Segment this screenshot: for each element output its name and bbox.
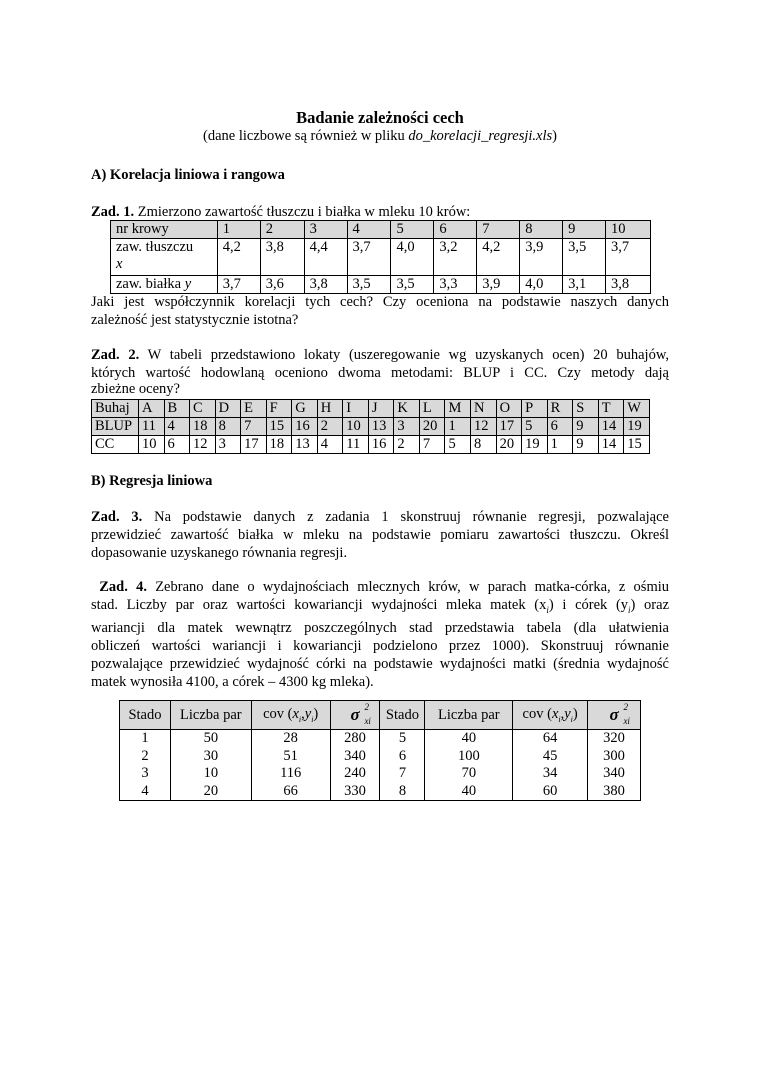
zad1-label: Zad. 1. bbox=[91, 204, 135, 220]
blup-cell: 16 bbox=[292, 418, 318, 436]
cc-cell: 12 bbox=[190, 436, 216, 454]
cow-number: 2 bbox=[260, 221, 304, 239]
zad3-line: przewidzieć zawartość białka w mleku na podstawie pomiaru zawartości tłuszczu. Określ bbox=[91, 527, 669, 543]
cc-cell: 10 bbox=[138, 436, 164, 454]
subscript-i: i bbox=[558, 714, 561, 724]
zad2-line bbox=[91, 346, 669, 364]
cow-number: 6 bbox=[434, 221, 477, 239]
bull-header-cell: K bbox=[394, 400, 420, 418]
fat-value: 4,4 bbox=[304, 239, 347, 276]
zad2-line: zbieżne oceny? bbox=[91, 381, 180, 397]
zad4-cell: 50 bbox=[170, 730, 251, 748]
zad4-cell: 30 bbox=[170, 748, 251, 766]
protein-var: y bbox=[184, 276, 192, 292]
zad3-line bbox=[91, 508, 669, 526]
zad4-cell: 8 bbox=[380, 783, 425, 801]
zad4-line: pozwalające przewidzieć wydajność córki na podstawie wydajności matki (średnia wydajność bbox=[91, 655, 669, 672]
bull-header-cell: W bbox=[624, 400, 650, 418]
protein-value: 3,8 bbox=[606, 276, 651, 294]
zad3-line-text: Na podstawie danych z zadania 1 skonstruuj równanie regresji, pozwalające bbox=[142, 509, 669, 525]
protein-value: 4,0 bbox=[520, 276, 563, 294]
col-liczba-par: Liczba par bbox=[425, 701, 513, 730]
blup-cell: 7 bbox=[241, 418, 267, 436]
bull-header-cell: D bbox=[215, 400, 241, 418]
cov-x: x bbox=[292, 706, 299, 723]
fat-label: zaw. tłuszczu bbox=[116, 239, 194, 255]
fat-label-cell bbox=[111, 239, 218, 276]
cov-y: y bbox=[304, 706, 312, 723]
zad1-row-header: nr krowy bbox=[111, 221, 218, 239]
protein-value: 3,6 bbox=[260, 276, 304, 294]
blup-cell: 2 bbox=[317, 418, 343, 436]
bull-header-cell: R bbox=[547, 400, 573, 418]
zad4-line bbox=[91, 578, 669, 596]
zad4-cell: 3 bbox=[120, 765, 171, 783]
cc-cell: 20 bbox=[496, 436, 522, 454]
subscript-i: i bbox=[628, 604, 631, 615]
zad4-body bbox=[120, 730, 641, 801]
cov-x: x bbox=[551, 706, 559, 723]
col-cov: cov $(x_i,y_i)$ bbox=[513, 701, 588, 730]
zad4-line: matek wynosiła 4100, a córek – 4300 kg mleka). bbox=[91, 673, 374, 690]
blup-cell: 14 bbox=[598, 418, 624, 436]
cc-cell: 3 bbox=[215, 436, 241, 454]
zad4-cell: 7 bbox=[380, 765, 425, 783]
bull-header-cell: J bbox=[368, 400, 394, 418]
zad4-row bbox=[120, 765, 641, 783]
zad4-line: obliczeń wartości wariancji i kowariancji podzielono przez 1000). Skonstruuj równanie bbox=[91, 637, 669, 654]
blup-cell: 6 bbox=[547, 418, 573, 436]
zad4-cell: 340 bbox=[330, 748, 380, 766]
sigma-letter: σ bbox=[350, 705, 360, 724]
sigma-sub: xi bbox=[364, 716, 371, 726]
zad4-cell: 40 bbox=[425, 783, 513, 801]
cow-number: 4 bbox=[347, 221, 391, 239]
protein-label-cell bbox=[111, 276, 218, 294]
zad4-cell: 34 bbox=[513, 765, 588, 783]
zad1-protein-row bbox=[111, 276, 651, 294]
zad2-blup-row bbox=[92, 418, 650, 436]
bull-header-cell: I bbox=[343, 400, 369, 418]
zad4-cell: 300 bbox=[588, 748, 641, 766]
sigma-letter: σ bbox=[609, 705, 619, 724]
zad4-cell: 2 bbox=[120, 748, 171, 766]
bull-header-cell: E bbox=[241, 400, 267, 418]
zad2-label: Zad. 2. bbox=[91, 347, 140, 363]
zad4-line-text: ) oraz bbox=[630, 597, 670, 613]
cov-text: cov ( bbox=[263, 706, 293, 723]
zad2-cc-row bbox=[92, 436, 650, 454]
bull-header-cell: G bbox=[292, 400, 318, 418]
bull-header-cell: F bbox=[266, 400, 292, 418]
zad4-line bbox=[91, 596, 669, 619]
zad4-line-text: Zebrano dane o wydajnościach mlecznych krów, w parach matka-córka, z ośmiu bbox=[146, 579, 669, 595]
col-stado: Stado bbox=[380, 701, 425, 730]
section-a-heading: A) Korelacja liniowa i rangowa bbox=[91, 167, 285, 183]
cov-y: y bbox=[564, 706, 571, 723]
bull-header-cell: C bbox=[190, 400, 216, 418]
cc-cell: 17 bbox=[241, 436, 267, 454]
fat-value: 4,2 bbox=[477, 239, 520, 276]
protein-value: 3,9 bbox=[477, 276, 520, 294]
cc-cell: 7 bbox=[419, 436, 445, 454]
page-subtitle bbox=[0, 128, 760, 145]
bull-header-cell: M bbox=[445, 400, 471, 418]
zad4-cell: 100 bbox=[425, 748, 513, 766]
zad4-row bbox=[120, 783, 641, 801]
zad2-table bbox=[91, 399, 650, 454]
blup-cell: 9 bbox=[573, 418, 599, 436]
zad4-cell: 1 bbox=[120, 730, 171, 748]
sigma-sub: xi bbox=[623, 716, 630, 726]
bull-header-cell: N bbox=[471, 400, 497, 418]
bull-header-cell: T bbox=[598, 400, 624, 418]
zad1-table bbox=[110, 220, 651, 294]
zad4-cell: 280 bbox=[330, 730, 380, 748]
blup-cell: 1 bbox=[445, 418, 471, 436]
zad3-text bbox=[91, 508, 669, 562]
zad4-cell: 240 bbox=[330, 765, 380, 783]
fat-value: 3,2 bbox=[434, 239, 477, 276]
zad2-line-text: W tabeli przedstawiono lokaty (uszeregowanie wg uzyskanych ocen) 20 buhajów, bbox=[139, 347, 669, 363]
col-cov: cov $(x_i,y_i)$ bbox=[251, 701, 330, 730]
blup-cell: 3 bbox=[394, 418, 420, 436]
cow-number: 8 bbox=[520, 221, 563, 239]
section-b-heading: B) Regresja liniowa bbox=[91, 473, 213, 489]
zad2-header-row bbox=[92, 400, 650, 418]
blup-cell: 8 bbox=[215, 418, 241, 436]
blup-cell: 20 bbox=[419, 418, 445, 436]
zad4-label: Zad. 4. bbox=[99, 579, 147, 595]
zad4-cell: 10 bbox=[170, 765, 251, 783]
zad4-cell: 66 bbox=[251, 783, 330, 801]
subtitle-close: ) bbox=[552, 128, 557, 144]
zad4-cell: 340 bbox=[588, 765, 641, 783]
zad4-table bbox=[119, 700, 641, 801]
zad4-cell: 51 bbox=[251, 748, 330, 766]
fat-value: 4,2 bbox=[217, 239, 260, 276]
zad4-header-row bbox=[120, 701, 641, 730]
col-liczba-par: Liczba par bbox=[170, 701, 251, 730]
cow-number: 7 bbox=[477, 221, 520, 239]
blup-cell: 13 bbox=[368, 418, 394, 436]
zad4-line-text: ) i córek (y bbox=[548, 597, 629, 613]
zad4-cell: 60 bbox=[513, 783, 588, 801]
zad1-fat-row bbox=[111, 239, 651, 276]
zad3-label: Zad. 3. bbox=[91, 509, 143, 525]
fat-value: 3,5 bbox=[563, 239, 606, 276]
cow-number: 1 bbox=[217, 221, 260, 239]
sigma-symbol bbox=[350, 702, 371, 726]
cc-cell: 19 bbox=[522, 436, 548, 454]
zad4-line: wariancji dla matek wewnątrz poszczególnych stad przedstawia tabela (dla ułatwienia bbox=[91, 619, 669, 636]
zad4-row bbox=[120, 748, 641, 766]
blup-cell: 17 bbox=[496, 418, 522, 436]
zad2-text bbox=[91, 346, 669, 396]
col-variance bbox=[588, 701, 641, 730]
zad1-question-line: Jaki jest współczynnik korelacji tych cech? Czy oceniona na podstawie naszych danych bbox=[91, 294, 669, 310]
subscript-i: i bbox=[311, 714, 314, 724]
cc-cell: 5 bbox=[445, 436, 471, 454]
cc-cell: 9 bbox=[573, 436, 599, 454]
protein-value: 3,1 bbox=[563, 276, 606, 294]
protein-value: 3,8 bbox=[304, 276, 347, 294]
fat-value: 4,0 bbox=[391, 239, 434, 276]
zad4-row bbox=[120, 730, 641, 748]
cc-cell: 11 bbox=[343, 436, 369, 454]
subscript-i: i bbox=[570, 714, 573, 724]
protein-value: 3,5 bbox=[391, 276, 434, 294]
cc-cell: 1 bbox=[547, 436, 573, 454]
blup-cell: 19 bbox=[624, 418, 650, 436]
blup-cell: 10 bbox=[343, 418, 369, 436]
fat-value: 3,7 bbox=[347, 239, 391, 276]
cc-label: CC bbox=[92, 436, 139, 454]
subtitle-text: (dane liczbowe są również w pliku bbox=[203, 128, 409, 144]
blup-cell: 4 bbox=[164, 418, 190, 436]
zad4-cell: 28 bbox=[251, 730, 330, 748]
blup-cell: 5 bbox=[522, 418, 548, 436]
fat-value: 3,8 bbox=[260, 239, 304, 276]
bull-header-cell: A bbox=[138, 400, 164, 418]
bull-header-label: Buhaj bbox=[92, 400, 139, 418]
fat-value: 3,7 bbox=[606, 239, 651, 276]
cc-cell: 14 bbox=[598, 436, 624, 454]
cc-cell: 6 bbox=[164, 436, 190, 454]
cc-cell: 4 bbox=[317, 436, 343, 454]
col-stado: Stado bbox=[120, 701, 171, 730]
protein-value: 3,3 bbox=[434, 276, 477, 294]
subscript-i: i bbox=[546, 604, 549, 615]
blup-cell: 11 bbox=[138, 418, 164, 436]
zad1-question bbox=[91, 293, 669, 329]
bull-header-cell: S bbox=[573, 400, 599, 418]
zad4-cell: 40 bbox=[425, 730, 513, 748]
sigma-sup: 2 bbox=[364, 702, 369, 712]
blup-cell: 12 bbox=[471, 418, 497, 436]
cc-cell: 13 bbox=[292, 436, 318, 454]
cow-number: 5 bbox=[391, 221, 434, 239]
fat-value: 3,9 bbox=[520, 239, 563, 276]
fat-var: x bbox=[116, 256, 123, 272]
zad4-cell: 320 bbox=[588, 730, 641, 748]
subscript-i: i bbox=[298, 714, 302, 724]
zad1-text: Zmierzono zawartość tłuszczu i białka w mleku 10 krów: bbox=[134, 204, 471, 220]
zad3-line: dopasowanie uzyskanego równania regresji. bbox=[91, 545, 348, 561]
cow-number: 10 bbox=[606, 221, 651, 239]
protein-label: zaw. białka bbox=[116, 276, 185, 292]
zad4-text bbox=[91, 578, 669, 691]
zad4-cell: 70 bbox=[425, 765, 513, 783]
zad4-cell: 6 bbox=[380, 748, 425, 766]
bull-header-cell: L bbox=[419, 400, 445, 418]
blup-cell: 15 bbox=[266, 418, 292, 436]
zad4-line-text: stad. Liczby par oraz wartości kowariancji wydajności mleka matek (x bbox=[91, 597, 547, 613]
subtitle-filename: do_korelacji_regresji.xls bbox=[408, 128, 553, 144]
zad2-line: których wartość hodowlaną oceniono dwoma metodami: BLUP i CC. Czy metody dają bbox=[91, 365, 669, 381]
protein-value: 3,5 bbox=[347, 276, 391, 294]
zad4-cell: 116 bbox=[251, 765, 330, 783]
cc-cell: 16 bbox=[368, 436, 394, 454]
cc-cell: 15 bbox=[624, 436, 650, 454]
zad4-cell: 5 bbox=[380, 730, 425, 748]
bull-header-cell: P bbox=[522, 400, 548, 418]
cc-cell: 18 bbox=[266, 436, 292, 454]
cc-cell: 2 bbox=[394, 436, 420, 454]
bull-header-cell: H bbox=[317, 400, 343, 418]
bull-header-cell: O bbox=[496, 400, 522, 418]
zad4-cell: 45 bbox=[513, 748, 588, 766]
bull-header-cell: B bbox=[164, 400, 190, 418]
cow-number: 3 bbox=[304, 221, 347, 239]
cow-number: 9 bbox=[563, 221, 606, 239]
zad4-cell: 64 bbox=[513, 730, 588, 748]
zad1-intro bbox=[91, 203, 669, 221]
sigma-symbol bbox=[609, 702, 630, 726]
sigma-sup: 2 bbox=[623, 702, 628, 712]
page-title: Badanie zależności cech bbox=[296, 108, 464, 127]
protein-value: 3,7 bbox=[217, 276, 260, 294]
col-variance bbox=[330, 701, 380, 730]
cov-text: cov ( bbox=[522, 706, 552, 723]
zad4-cell: 20 bbox=[170, 783, 251, 801]
zad4-cell: 330 bbox=[330, 783, 380, 801]
zad1-question-line: zależność jest statystycznie istotna? bbox=[91, 312, 299, 328]
cc-cell: 8 bbox=[471, 436, 497, 454]
zad4-cell: 4 bbox=[120, 783, 171, 801]
zad1-header-row bbox=[111, 221, 651, 239]
zad4-cell: 380 bbox=[588, 783, 641, 801]
blup-label: BLUP bbox=[92, 418, 139, 436]
blup-cell: 18 bbox=[190, 418, 216, 436]
